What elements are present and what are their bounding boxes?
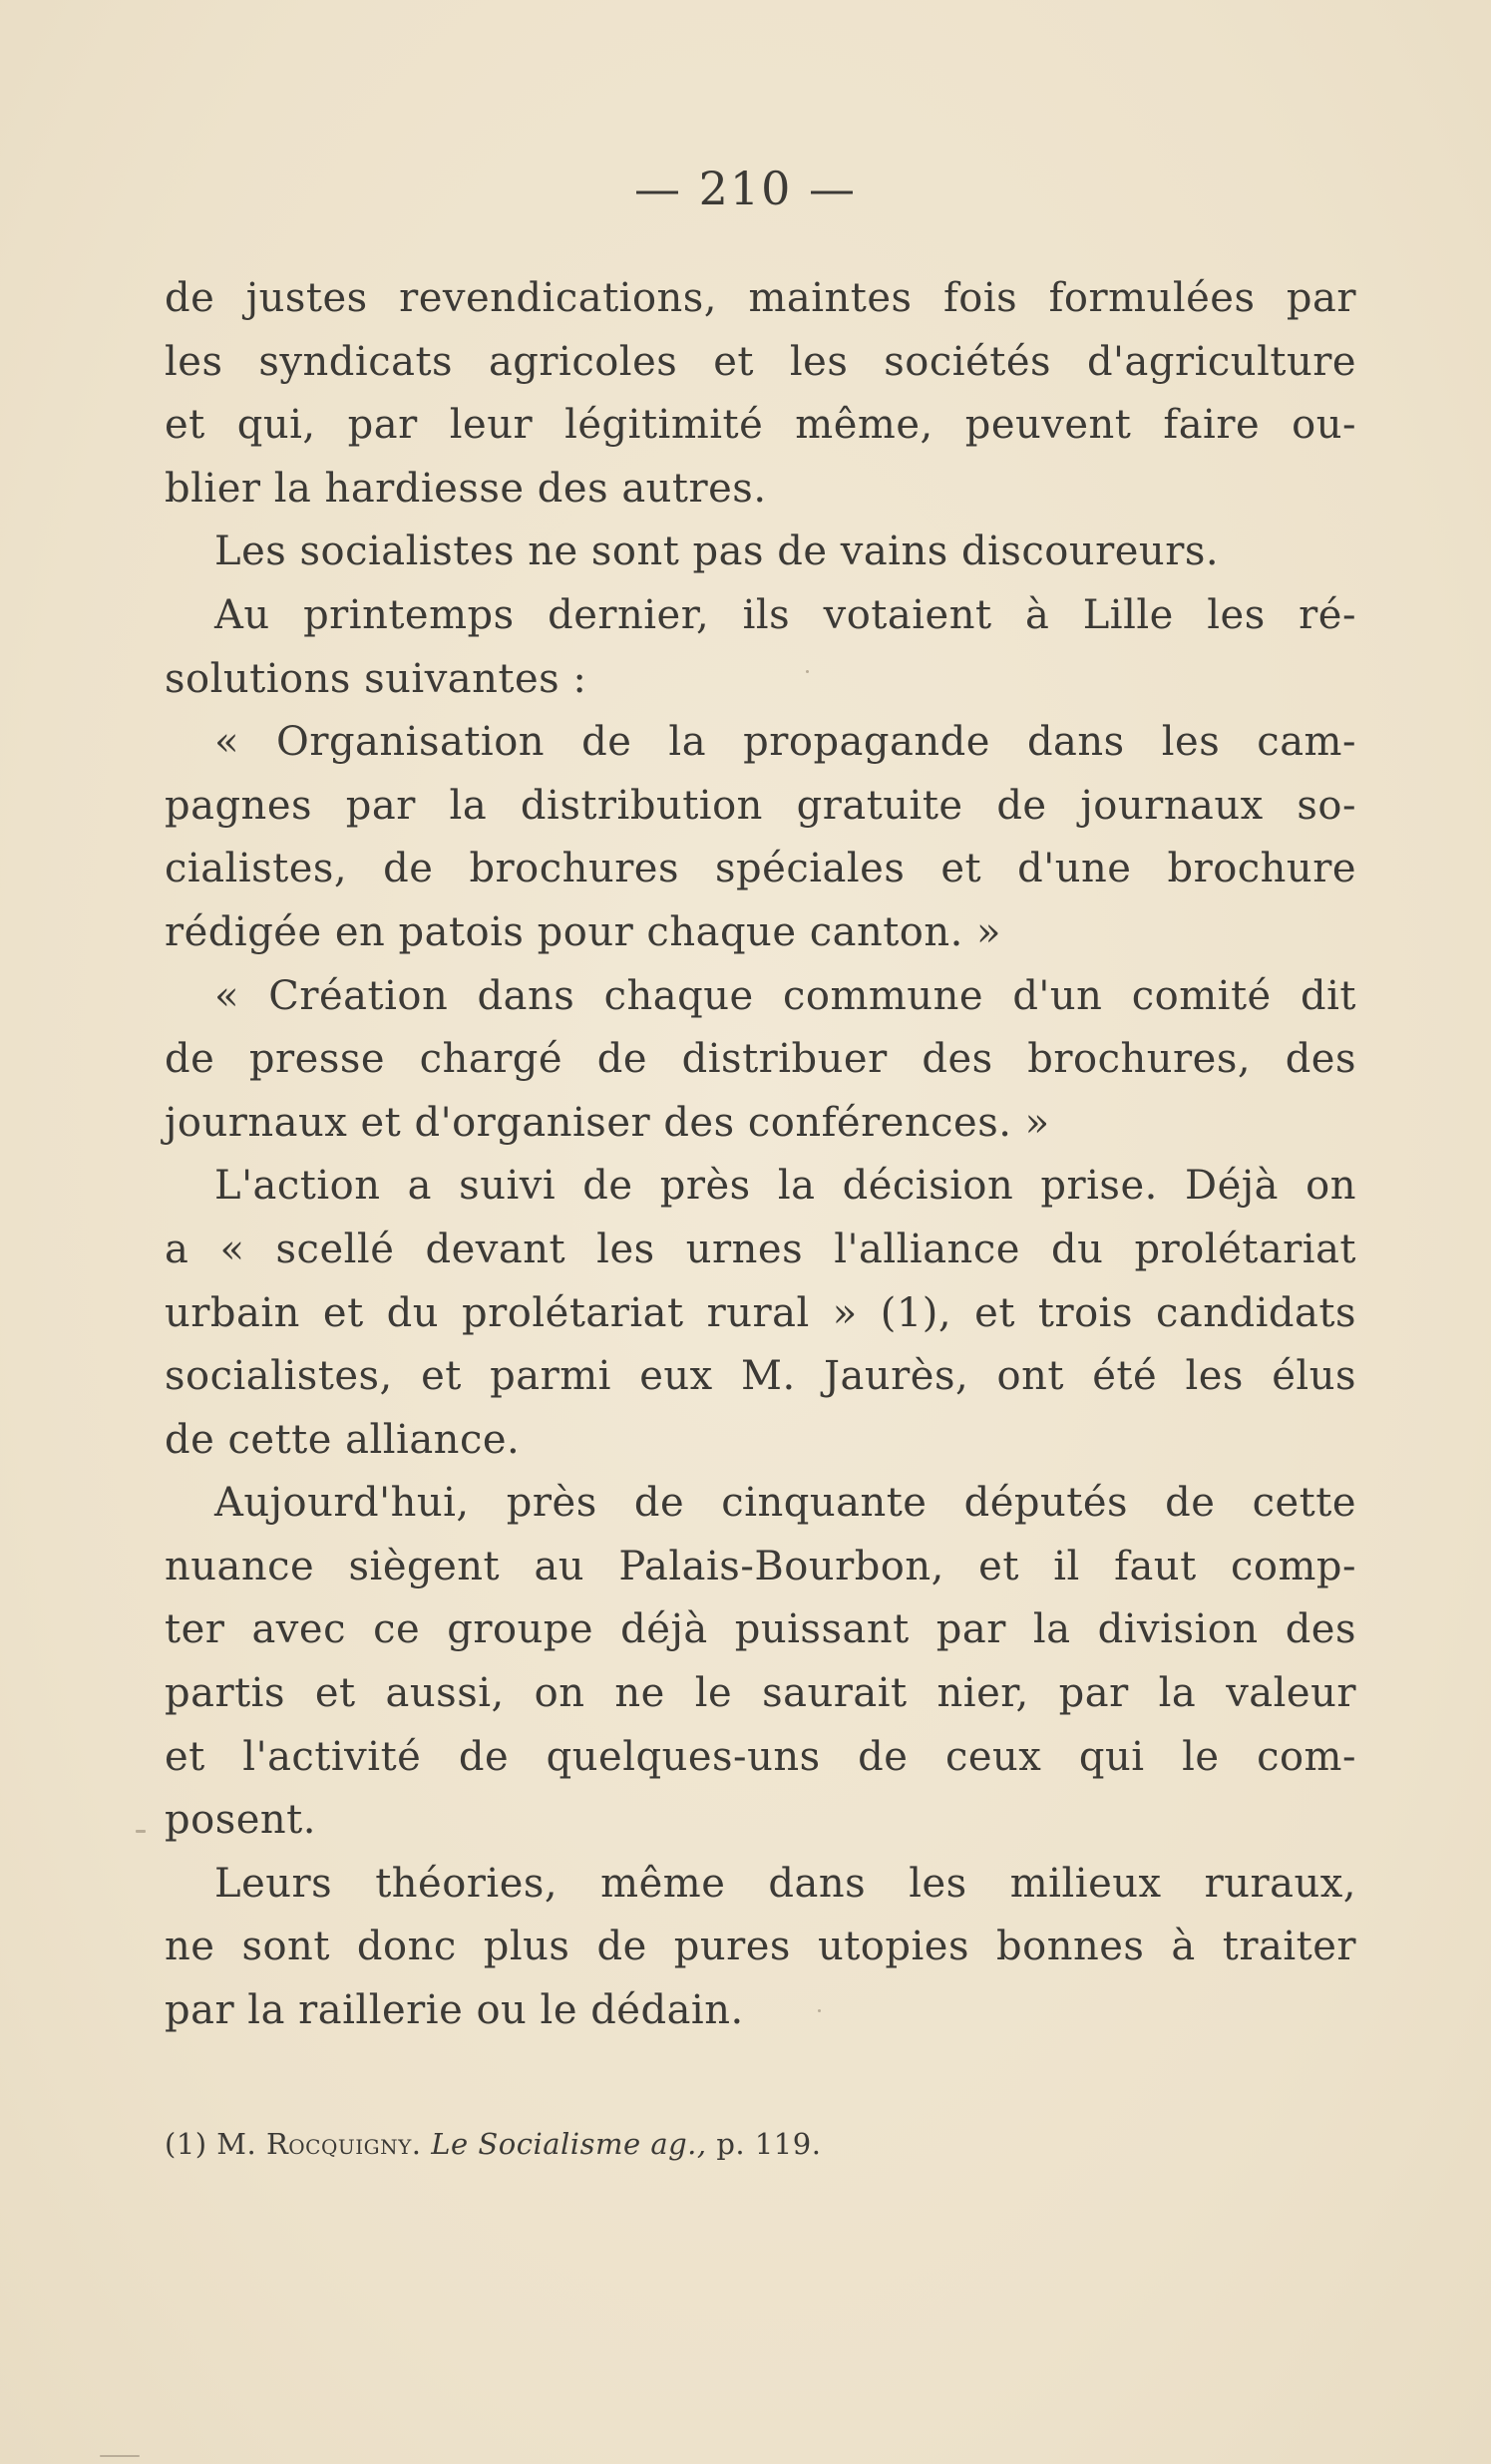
- footnote-page: p. 119.: [716, 2127, 822, 2161]
- paper-speck: [818, 2009, 821, 2012]
- paper-speck: [136, 1830, 146, 1833]
- text-line: Aujourd'hui, près de cinquante députés de cette: [214, 1480, 1356, 1527]
- footnote: [165, 2124, 1356, 2164]
- text-line: « Création dans chaque commune d'un comité dit: [214, 972, 1356, 1019]
- text-line: ter avec ce groupe déjà puissant par la division des: [165, 1606, 1356, 1653]
- paper-speck: [100, 2455, 140, 2457]
- footnote-title: Le Socialisme ag.,: [431, 2127, 707, 2161]
- text-line: « Organisation de la propagande dans les cam-: [214, 719, 1356, 766]
- footnote-marker: (1) M.: [165, 2127, 257, 2161]
- text-line: et qui, par leur légitimité même, peuvent faire ou-: [165, 402, 1356, 449]
- text-line: a « scellé devant les urnes l'alliance du prolétariat: [165, 1226, 1356, 1272]
- text-line: nuance siègent au Palais-Bourbon, et il faut comp-: [165, 1543, 1356, 1589]
- text-line: de presse chargé de distribuer des brochures, des: [165, 1036, 1356, 1083]
- text-line: Les socialistes ne sont pas de vains discoureurs.: [214, 528, 1220, 575]
- paper-speck: [806, 670, 809, 673]
- text-line: Au printemps dernier, ils votaient à Lille les ré-: [214, 591, 1356, 638]
- text-line: et l'activité de quelques-uns de ceux qui le com-: [165, 1733, 1356, 1780]
- text-line: cialistes, de brochures spéciales et d'une brochure: [165, 846, 1356, 892]
- text-line: Leurs théories, même dans les milieux ruraux,: [214, 1860, 1356, 1907]
- text-line: ne sont donc plus de pures utopies bonnes à traiter: [165, 1924, 1356, 1970]
- text-line: rédigée en patois pour chaque canton. »: [165, 908, 1002, 955]
- text-line: de justes revendications, maintes fois formulées par: [165, 275, 1356, 321]
- text-line: pagnes par la distribution gratuite de journaux so-: [165, 782, 1356, 829]
- text-line: par la raillerie ou le dédain.: [165, 1987, 744, 2034]
- text-line: les syndicats agricoles et les sociétés d'agriculture: [165, 338, 1356, 385]
- text-line: urbain et du prolétariat rural » (1), et trois candidats: [165, 1289, 1356, 1336]
- text-line: posent.: [165, 1797, 316, 1844]
- page-number: — 210 —: [633, 162, 858, 215]
- text-line: partis et aussi, on ne le saurait nier, par la valeur: [165, 1670, 1356, 1717]
- text-line: de cette alliance.: [165, 1416, 521, 1463]
- text-line: solutions suivantes :: [165, 655, 587, 702]
- body-text: [165, 267, 1356, 2043]
- text-line: journaux et d'organiser des conférences. »: [165, 1099, 1050, 1146]
- text-line: socialistes, et parmi eux M. Jaurès, ont été les élus: [165, 1353, 1356, 1400]
- text-line: L'action a suivi de près la décision prise. Déjà on: [214, 1163, 1356, 1210]
- text-line: blier la hardiesse des autres.: [165, 465, 767, 512]
- footnote-author: Rocquigny.: [265, 2127, 422, 2161]
